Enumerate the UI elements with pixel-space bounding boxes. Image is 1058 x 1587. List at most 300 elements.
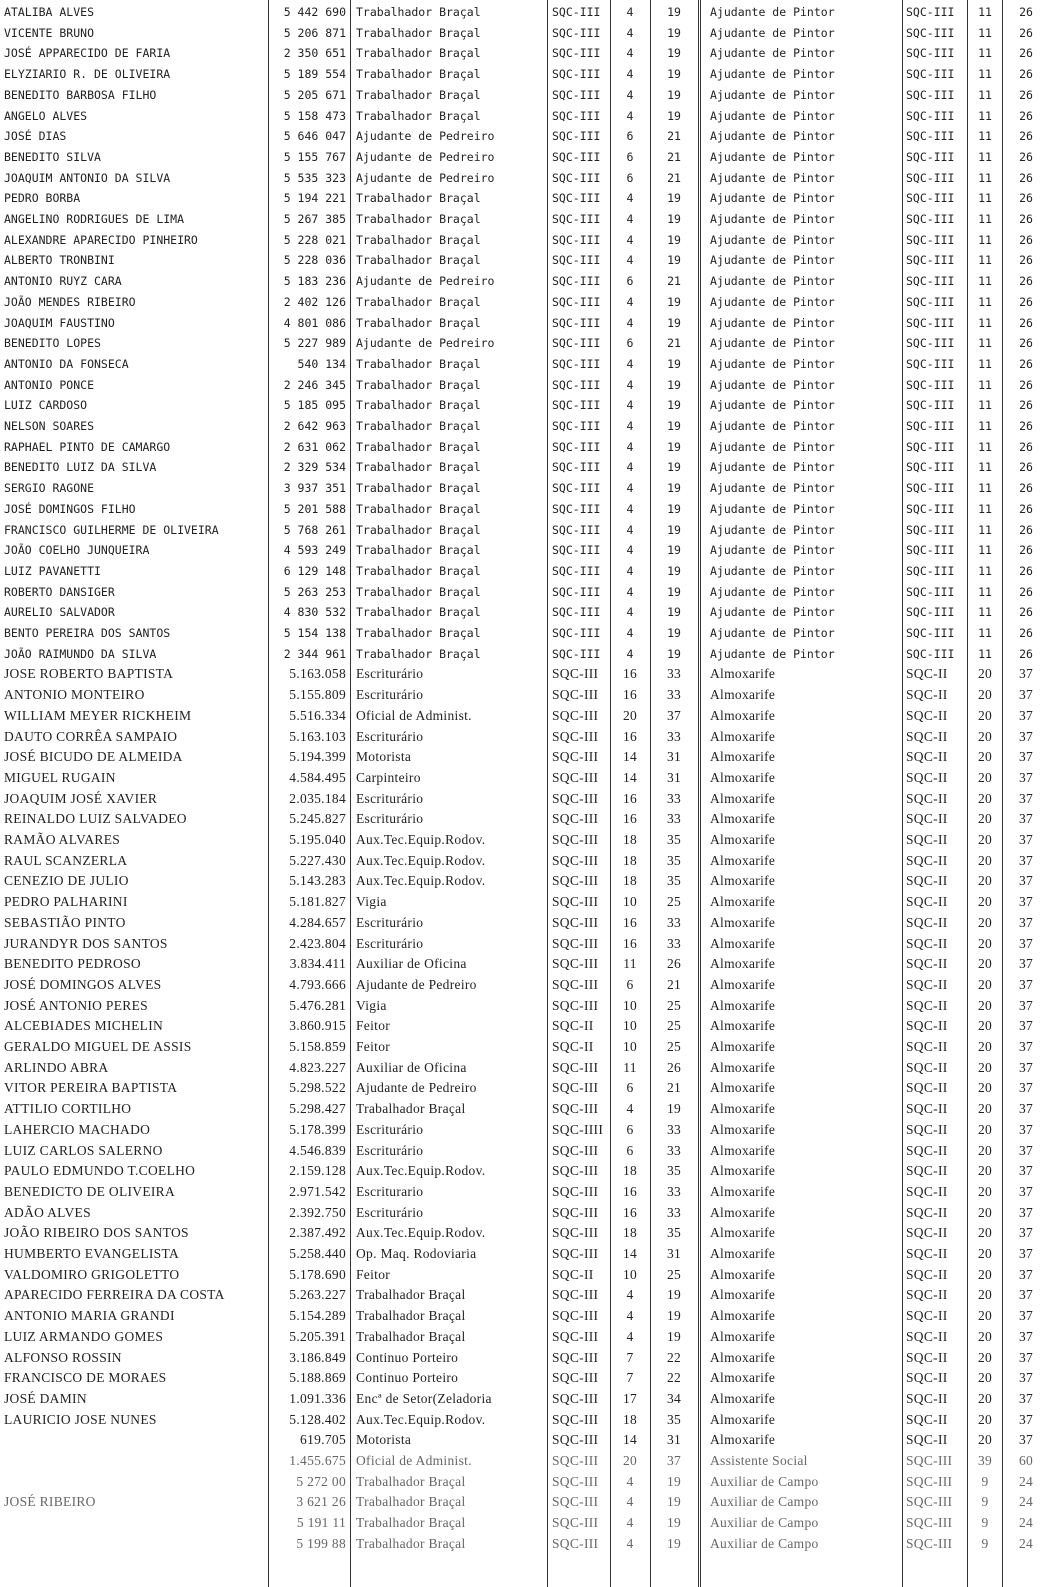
new-position: Almoxarife (710, 1432, 776, 1448)
new-position: Ajudante de Pintor (710, 522, 835, 537)
registration-number: 5.178.690 (289, 1266, 346, 1282)
table-row (0, 830, 1058, 851)
new-grade: 37 (1018, 1183, 1034, 1199)
current-position: Escriturário (356, 1121, 424, 1137)
current-grade: 35 (666, 852, 682, 868)
current-reference: SQC-III (552, 1183, 599, 1199)
current-position: Feitor (356, 1039, 391, 1054)
new-level: 11 (978, 129, 992, 144)
new-position: Almoxarife (710, 1059, 776, 1075)
current-position: Escriturário (356, 811, 424, 827)
new-level: 11 (978, 356, 992, 371)
employee-name: ANTONIO MARIA GRANDI (4, 1308, 175, 1324)
new-position: Ajudante de Pintor (710, 460, 835, 475)
table-row (0, 375, 1058, 396)
table-row (0, 954, 1058, 975)
current-grade: 33 (666, 728, 682, 744)
new-grade: 37 (1018, 1080, 1034, 1096)
current-position: Trabalhador Braçal (356, 46, 481, 61)
current-position: Escriturário (356, 687, 424, 703)
new-grade: 37 (1018, 769, 1034, 785)
new-grade: 37 (1018, 894, 1034, 910)
new-position: Almoxarife (710, 1204, 776, 1220)
current-level: 16 (622, 728, 638, 744)
registration-number: 5.263.227 (289, 1287, 346, 1303)
current-position: Vigia (356, 997, 387, 1013)
table-row (0, 1410, 1058, 1431)
table-row (0, 582, 1058, 603)
table-row (0, 1120, 1058, 1141)
new-reference: SQC-II (906, 852, 948, 868)
new-level: 11 (978, 481, 992, 496)
table-row (0, 209, 1058, 230)
new-grade: 26 (1019, 46, 1033, 61)
table-row (0, 2, 1058, 23)
current-reference: SQC-III (552, 687, 599, 703)
new-grade: 26 (1019, 605, 1033, 620)
new-grade: 37 (1018, 1059, 1034, 1075)
new-reference: SQC-III (906, 439, 955, 454)
current-level: 4 (626, 1101, 634, 1117)
new-position: Ajudante de Pintor (710, 377, 835, 392)
current-reference: SQC-III (552, 997, 599, 1013)
current-grade: 35 (666, 873, 682, 889)
new-level: 11 (978, 377, 992, 392)
current-reference: SQC-III (552, 315, 601, 330)
new-position: Auxiliar de Campo (710, 1535, 819, 1551)
registration-number: 5 267 385 (283, 212, 346, 226)
new-grade: 37 (1018, 914, 1034, 930)
current-grade: 35 (666, 1225, 682, 1241)
current-grade: 35 (666, 1163, 682, 1179)
new-reference: SQC-III (906, 149, 955, 164)
employee-name: JOSÉ DAMIN (4, 1390, 87, 1406)
new-reference: SQC-III (906, 212, 955, 226)
new-reference: SQC-III (906, 356, 955, 371)
registration-number: 5 768 261 (283, 522, 346, 537)
current-reference: SQC-III (552, 439, 601, 454)
new-reference: SQC-III (906, 25, 955, 40)
new-grade: 26 (1019, 377, 1033, 392)
current-level: 20 (622, 707, 638, 723)
employee-name: BENEDITO PEDROSO (4, 956, 141, 972)
registration-number: 5 228 036 (283, 253, 346, 268)
new-reference: SQC-II (906, 728, 948, 744)
table-row (0, 1327, 1058, 1348)
current-grade: 22 (666, 1370, 682, 1386)
new-reference: SQC-III (906, 605, 955, 620)
current-position: Trabalhador Braçal (356, 232, 481, 247)
current-level: 4 (626, 108, 634, 123)
employee-name: LUIZ PAVANETTI (4, 563, 101, 578)
table-row (0, 975, 1058, 996)
employee-name: JOAQUIM FAUSTINO (4, 315, 115, 330)
new-reference: SQC-II (906, 1039, 948, 1054)
current-reference: SQC-III (552, 666, 599, 682)
new-grade: 26 (1019, 481, 1033, 496)
current-level: 4 (626, 67, 634, 82)
new-grade: 26 (1019, 522, 1033, 537)
new-position: Almoxarife (710, 1246, 776, 1261)
current-reference: SQC-III (552, 1349, 599, 1365)
registration-number: 5.154.289 (289, 1308, 346, 1324)
employee-name: ANTONIO DA FONSECA (4, 356, 129, 371)
registration-number: 5 199 88 (296, 1535, 346, 1551)
current-level: 10 (622, 1018, 638, 1034)
current-position: Op. Maq. Rodoviaria (356, 1246, 477, 1261)
new-grade: 37 (1018, 1018, 1034, 1034)
current-position: Aux.Tec.Equip.Rodov. (356, 852, 486, 868)
current-grade: 19 (666, 1328, 682, 1344)
new-reference: SQC-II (906, 956, 948, 972)
employee-name: ALFONSO ROSSIN (4, 1349, 122, 1365)
current-reference: SQC-III (552, 481, 601, 496)
registration-number: 4.284.657 (289, 914, 346, 930)
registration-number: 5.188.869 (289, 1370, 346, 1386)
registration-number: 5.181.827 (289, 894, 346, 910)
table-row (0, 644, 1058, 665)
current-grade: 33 (666, 935, 682, 951)
current-position: Trabalhador Braçal (356, 294, 481, 309)
current-position: Ajudante de Pedreiro (356, 149, 495, 164)
current-position: Oficial de Administ. (356, 1453, 472, 1468)
current-position: Escriturario (356, 1183, 424, 1199)
new-grade: 37 (1018, 790, 1034, 806)
current-level: 4 (626, 294, 634, 309)
new-reference: SQC-II (906, 1183, 948, 1199)
employee-name: JOAQUIM ANTONIO DA SILVA (4, 170, 171, 185)
table-row (0, 871, 1058, 892)
new-level: 20 (977, 1121, 993, 1137)
new-grade: 37 (1018, 749, 1034, 765)
current-position: Trabalhador Braçal (356, 5, 481, 19)
current-position: Ajudante de Pedreiro (356, 274, 495, 289)
new-grade: 26 (1019, 212, 1033, 226)
new-reference: SQC-II (906, 666, 948, 682)
table-row (0, 1099, 1058, 1120)
table-row (0, 1472, 1058, 1493)
current-level: 17 (622, 1390, 638, 1406)
registration-number: 4 593 249 (283, 543, 346, 558)
current-reference: SQC-III (552, 1059, 599, 1075)
current-grade: 19 (667, 626, 681, 640)
registration-number: 5.227.430 (289, 852, 346, 868)
current-position: Continuo Porteiro (356, 1349, 459, 1365)
current-reference: SQC-II (552, 1266, 594, 1282)
current-reference: SQC-III (552, 398, 601, 413)
new-reference: SQC-III (906, 108, 955, 123)
employee-name: JOÃO RIBEIRO DOS SANTOS (4, 1225, 189, 1241)
table-row (0, 561, 1058, 582)
registration-number: 5.205.391 (289, 1328, 346, 1344)
registration-number: 5.258.440 (289, 1246, 346, 1261)
new-reference: SQC-III (906, 481, 955, 496)
current-level: 18 (622, 832, 638, 847)
current-level: 4 (626, 501, 634, 516)
new-level: 20 (977, 1308, 993, 1324)
new-grade: 26 (1019, 543, 1033, 558)
new-reference: SQC-III (906, 501, 955, 516)
current-position: Trabalhador Braçal (356, 1101, 466, 1117)
new-grade: 37 (1018, 1370, 1034, 1386)
new-position: Ajudante de Pintor (710, 584, 835, 599)
new-level: 20 (977, 749, 993, 765)
new-grade: 26 (1019, 170, 1033, 185)
current-grade: 33 (666, 790, 682, 806)
new-reference: SQC-II (906, 1163, 948, 1179)
new-grade: 26 (1019, 356, 1033, 371)
current-position: Trabalhador Braçal (356, 67, 481, 82)
employee-name: BENEDITO SILVA (4, 149, 101, 164)
current-grade: 19 (666, 1308, 682, 1324)
current-grade: 19 (667, 501, 681, 516)
new-position: Auxiliar de Campo (710, 1515, 819, 1531)
current-position: Motorista (356, 1432, 412, 1448)
current-grade: 34 (666, 1390, 682, 1406)
new-grade: 37 (1018, 956, 1034, 972)
current-reference: SQC-IIII (552, 1121, 604, 1137)
new-position: Almoxarife (710, 1080, 776, 1096)
new-level: 20 (977, 1411, 993, 1427)
new-grade: 37 (1018, 1266, 1034, 1282)
new-level: 20 (977, 914, 993, 930)
new-position: Almoxarife (710, 1411, 776, 1427)
new-position: Almoxarife (710, 687, 776, 703)
current-grade: 19 (667, 253, 681, 268)
employee-name: VALDOMIRO GRIGOLETTO (4, 1266, 180, 1282)
current-position: Trabalhador Braçal (356, 212, 481, 226)
employee-name: CENEZIO DE JULIO (4, 873, 129, 889)
current-reference: SQC-II (552, 1018, 594, 1034)
current-position: Trabalhador Braçal (356, 1494, 466, 1510)
new-position: Ajudante de Pintor (710, 356, 835, 371)
new-position: Almoxarife (710, 832, 776, 847)
new-reference: SQC-II (906, 1328, 948, 1344)
current-grade: 25 (666, 894, 682, 910)
table-row (0, 1037, 1058, 1058)
new-grade: 26 (1019, 191, 1033, 206)
table-row (0, 230, 1058, 251)
current-position: Escriturário (356, 666, 424, 682)
new-position: Almoxarife (710, 1328, 776, 1344)
table-row (0, 1513, 1058, 1534)
new-position: Almoxarife (710, 1266, 776, 1282)
new-position: Ajudante de Pintor (710, 398, 835, 413)
registration-number: 5.516.334 (289, 707, 346, 723)
registration-number: 5 272 00 (296, 1473, 346, 1489)
current-grade: 19 (667, 191, 681, 206)
new-reference: SQC-II (906, 1390, 948, 1406)
current-grade: 19 (667, 543, 681, 558)
current-reference: SQC-III (552, 749, 599, 765)
new-grade: 37 (1018, 935, 1034, 951)
new-reference: SQC-II (906, 1225, 948, 1241)
current-reference: SQC-III (552, 87, 601, 102)
current-position: Aux.Tec.Equip.Rodov. (356, 832, 486, 847)
new-position: Almoxarife (710, 914, 776, 930)
current-reference: SQC-III (552, 914, 599, 930)
current-level: 4 (626, 563, 634, 578)
current-position: Trabalhador Braçal (356, 1473, 466, 1489)
table-row (0, 851, 1058, 872)
new-position: Almoxarife (710, 935, 776, 951)
current-grade: 33 (666, 914, 682, 930)
new-position: Ajudante de Pintor (710, 419, 835, 433)
registration-number: 2 344 961 (283, 646, 346, 661)
current-level: 4 (626, 87, 634, 102)
registration-number: 5.143.283 (289, 873, 346, 889)
current-grade: 19 (667, 46, 681, 61)
new-position: Auxiliar de Campo (710, 1473, 819, 1489)
registration-number: 2.387.492 (289, 1225, 346, 1241)
new-grade: 37 (1018, 728, 1034, 744)
current-level: 4 (626, 605, 634, 620)
employee-name: SEBASTIÃO PINTO (4, 914, 126, 930)
current-reference: SQC-III (552, 253, 601, 268)
current-reference: SQC-III (552, 605, 601, 620)
registration-number: 5.178.399 (289, 1121, 346, 1137)
new-level: 20 (977, 769, 993, 785)
current-position: Ajudante de Pedreiro (356, 336, 495, 351)
new-reference: SQC-II (906, 1308, 948, 1324)
new-reference: SQC-III (906, 274, 955, 289)
employee-name: VITOR PEREIRA BAPTISTA (4, 1080, 178, 1096)
current-level: 4 (626, 191, 634, 206)
table-row (0, 934, 1058, 955)
employee-name: JOSÉ BICUDO DE ALMEIDA (4, 749, 183, 765)
new-grade: 26 (1019, 626, 1033, 640)
current-position: Aux.Tec.Equip.Rodov. (356, 873, 486, 889)
current-grade: 19 (667, 108, 681, 123)
current-position: Trabalhador Braçal (356, 439, 481, 454)
current-position: Aux.Tec.Equip.Rodov. (356, 1225, 486, 1241)
current-grade: 19 (667, 439, 681, 454)
current-reference: SQC-III (552, 543, 601, 558)
employee-name: JOSE ROBERTO BAPTISTA (4, 666, 174, 682)
registration-number: 2.423.804 (289, 935, 346, 951)
new-reference: SQC-II (906, 1266, 948, 1282)
current-position: Aux.Tec.Equip.Rodov. (356, 1163, 486, 1179)
table-row (0, 147, 1058, 168)
current-level: 6 (626, 170, 634, 185)
new-grade: 37 (1018, 1204, 1034, 1220)
employee-name: BENEDITO LOPES (4, 336, 101, 351)
new-reference: SQC-III (906, 584, 955, 599)
current-reference: SQC-III (552, 419, 601, 433)
new-grade: 37 (1018, 1121, 1034, 1137)
current-level: 16 (622, 790, 638, 806)
current-level: 11 (623, 956, 637, 972)
registration-number: 2.159.128 (289, 1163, 346, 1179)
registration-number: 5 194 221 (283, 191, 346, 206)
new-position: Assistente Social (710, 1453, 808, 1468)
new-reference: SQC-III (906, 460, 955, 475)
current-grade: 19 (667, 419, 681, 433)
current-position: Trabalhador Braçal (356, 522, 481, 537)
current-grade: 19 (667, 212, 681, 226)
current-reference: SQC-III (552, 956, 599, 972)
new-position: Almoxarife (710, 749, 776, 765)
current-position: Ajudante de Pedreiro (356, 129, 495, 144)
current-reference: SQC-III (552, 274, 601, 289)
new-position: Ajudante de Pintor (710, 563, 835, 578)
employee-name: LAHERCIO MACHADO (4, 1121, 151, 1137)
current-level: 6 (626, 1080, 634, 1096)
current-level: 6 (626, 274, 634, 289)
employee-name: RAUL SCANZERLA (4, 852, 128, 868)
current-reference: SQC-III (552, 728, 599, 744)
current-position: Carpinteiro (356, 769, 421, 785)
current-grade: 19 (666, 1101, 682, 1117)
table-row (0, 1141, 1058, 1162)
new-reference: SQC-II (906, 1080, 948, 1096)
current-grade: 31 (666, 749, 682, 765)
table-row (0, 996, 1058, 1017)
employee-name: REINALDO LUIZ SALVADEO (4, 811, 187, 827)
employee-name: ANTONIO RUYZ CARA (4, 274, 122, 289)
registration-number: 3.860.915 (289, 1018, 346, 1034)
current-level: 6 (626, 1142, 634, 1158)
current-reference: SQC-III (552, 1101, 599, 1117)
new-reference: SQC-II (906, 914, 948, 930)
employee-name: LUIZ CARLOS SALERNO (4, 1142, 163, 1158)
new-grade: 37 (1018, 1432, 1034, 1448)
new-level: 20 (977, 1163, 993, 1179)
current-level: 7 (626, 1349, 634, 1365)
new-grade: 37 (1018, 1246, 1034, 1261)
new-grade: 26 (1019, 87, 1033, 102)
current-position: Ajudante de Pedreiro (356, 976, 477, 992)
current-reference: SQC-III (552, 460, 601, 475)
new-grade: 26 (1019, 336, 1033, 351)
table-row (0, 313, 1058, 334)
new-level: 11 (978, 522, 992, 537)
new-position: Ajudante de Pintor (710, 439, 835, 454)
new-level: 20 (977, 832, 993, 847)
current-reference: SQC-III (552, 707, 599, 723)
current-position: Encª de Setor(Zeladoria (356, 1390, 492, 1406)
table-row (0, 809, 1058, 830)
registration-number: 540 134 (297, 356, 346, 371)
table-row (0, 457, 1058, 478)
current-reference: SQC-III (552, 501, 601, 516)
new-reference: SQC-II (906, 1411, 948, 1427)
current-position: Motorista (356, 749, 412, 765)
current-grade: 19 (666, 1287, 682, 1303)
new-grade: 26 (1019, 5, 1033, 19)
current-level: 20 (622, 1453, 638, 1468)
new-position: Almoxarife (710, 1183, 776, 1199)
current-position: Trabalhador Braçal (356, 543, 481, 558)
table-row (0, 892, 1058, 913)
table-row (0, 271, 1058, 292)
new-reference: SQC-II (906, 1018, 948, 1034)
current-reference: SQC-III (552, 790, 599, 806)
registration-number: 3.186.849 (289, 1349, 346, 1365)
table-row (0, 913, 1058, 934)
new-level: 20 (977, 1142, 993, 1158)
new-level: 11 (978, 398, 992, 413)
registration-number: 5.155.809 (289, 687, 346, 703)
employee-name: JOSÉ DOMINGOS FILHO (4, 501, 136, 516)
current-level: 4 (626, 212, 634, 226)
current-level: 6 (626, 129, 634, 144)
current-level: 14 (622, 1432, 638, 1448)
current-position: Escriturário (356, 790, 424, 806)
new-position: Ajudante de Pintor (710, 67, 835, 82)
new-grade: 37 (1018, 1163, 1034, 1179)
current-reference: SQC-III (552, 873, 599, 889)
